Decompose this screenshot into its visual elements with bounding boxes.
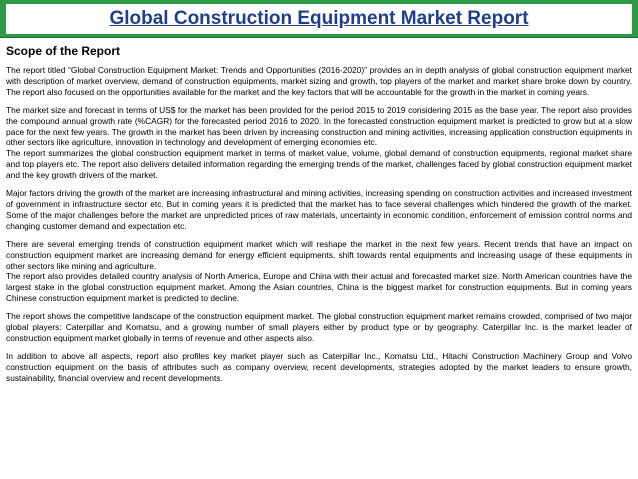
- paragraph-company-profiles: In addition to above all aspects, report also profiles key market player such as Caterpillar Inc., Komatsu Ltd., Hitachi Construction Machinery Group and Volvo construction equipment on the basis of attributes such as company overview, recent developments, strategies adopted by the market leaders to ensure growth, sustainability, financial overview and recent developments.: [6, 350, 632, 383]
- title-banner: [0, 0, 638, 38]
- title-box: [6, 4, 632, 34]
- paragraph-intro: The report titled “Global Construction Equipment Market: Trends and Opportunities (2016-2020)” provides an in depth analysis of global construction equipment market with description of market overview, demand of construction equipments, market sizing and growth, top players of the market and market share broke down by country. The report also focused on the opportunities available for the market and the key factors that will be accountable for the growth in the market in coming years.: [6, 65, 632, 97]
- section-heading: Scope of the Report: [6, 44, 121, 58]
- paragraph-competitive-landscape: The report shows the competitive landscape of the construction equipment market. The global construction equipment market remains crowded, comprised of two major global players: Caterpillar and Komatsu, and a growing number of small players either by product type or by geography. Caterpillar Inc. is the market leader of construction equipment market globally in terms of revenue and other aspects also.: [6, 311, 632, 343]
- paragraph-country-analysis: The report also provides detailed country analysis of North America, Europe and China with their actual and forecasted market size. North American countries have the largest stake in the global construction equipment market. Among the Asian countries, China is the biggest market for construction equipments. But in coming years Chinese construction equipment market is predicted to decline.: [6, 271, 632, 304]
- paragraph-market-size: The market size and forecast in terms of US$ for the market has been provided for the period 2015 to 2019 considering 2015 as the base year. The report also provides the compound annual growth rate (%CAGR) for the forecasted period 2016 to 2020. In the forecasted construction equipment market is predicted to grow but at a slow pace for the next few years. The growth in the market has been driven by increasing construction and mining activities, increasing application construction equipments in other sectors like agriculture, innovation in technology and development of emerging economies etc.: [6, 104, 632, 148]
- paragraph-trends: There are several emerging trends of construction equipment market which will reshape the market in the next few years. Recent trends that have an impact on construction equipment market are increasing demand for energy efficient equipments, shift towards rental equipments and increasing usage of these equipments in other sectors like mining and agriculture.: [6, 238, 632, 271]
- page-title: Global Construction Equipment Market Report: [109, 8, 529, 29]
- paragraph-summary: The report summarizes the global construction equipment market in terms of market value, volume, global demand of construction equipments, regional market share and top players etc. The report also delivers detailed information regarding the emerging trends of the market, challenges faced by global construction equipment market and the key growth drivers of the market.: [6, 148, 632, 181]
- report-body: [6, 44, 632, 474]
- paragraph-drivers: Major factors driving the growth of the market are increasing infrastructural and mining activities, increasing spending on construction activities and increased investment of government in infrastructure sector etc. But in coming years it is predicted that the market has to face several challenges which hindered the growth of the market. Some of the major challenges before the market are unpredicted prices of raw materials, uncertainty in economic condition, enforcement of emission control norms and changing customer demand and expectation etc.: [6, 188, 632, 231]
